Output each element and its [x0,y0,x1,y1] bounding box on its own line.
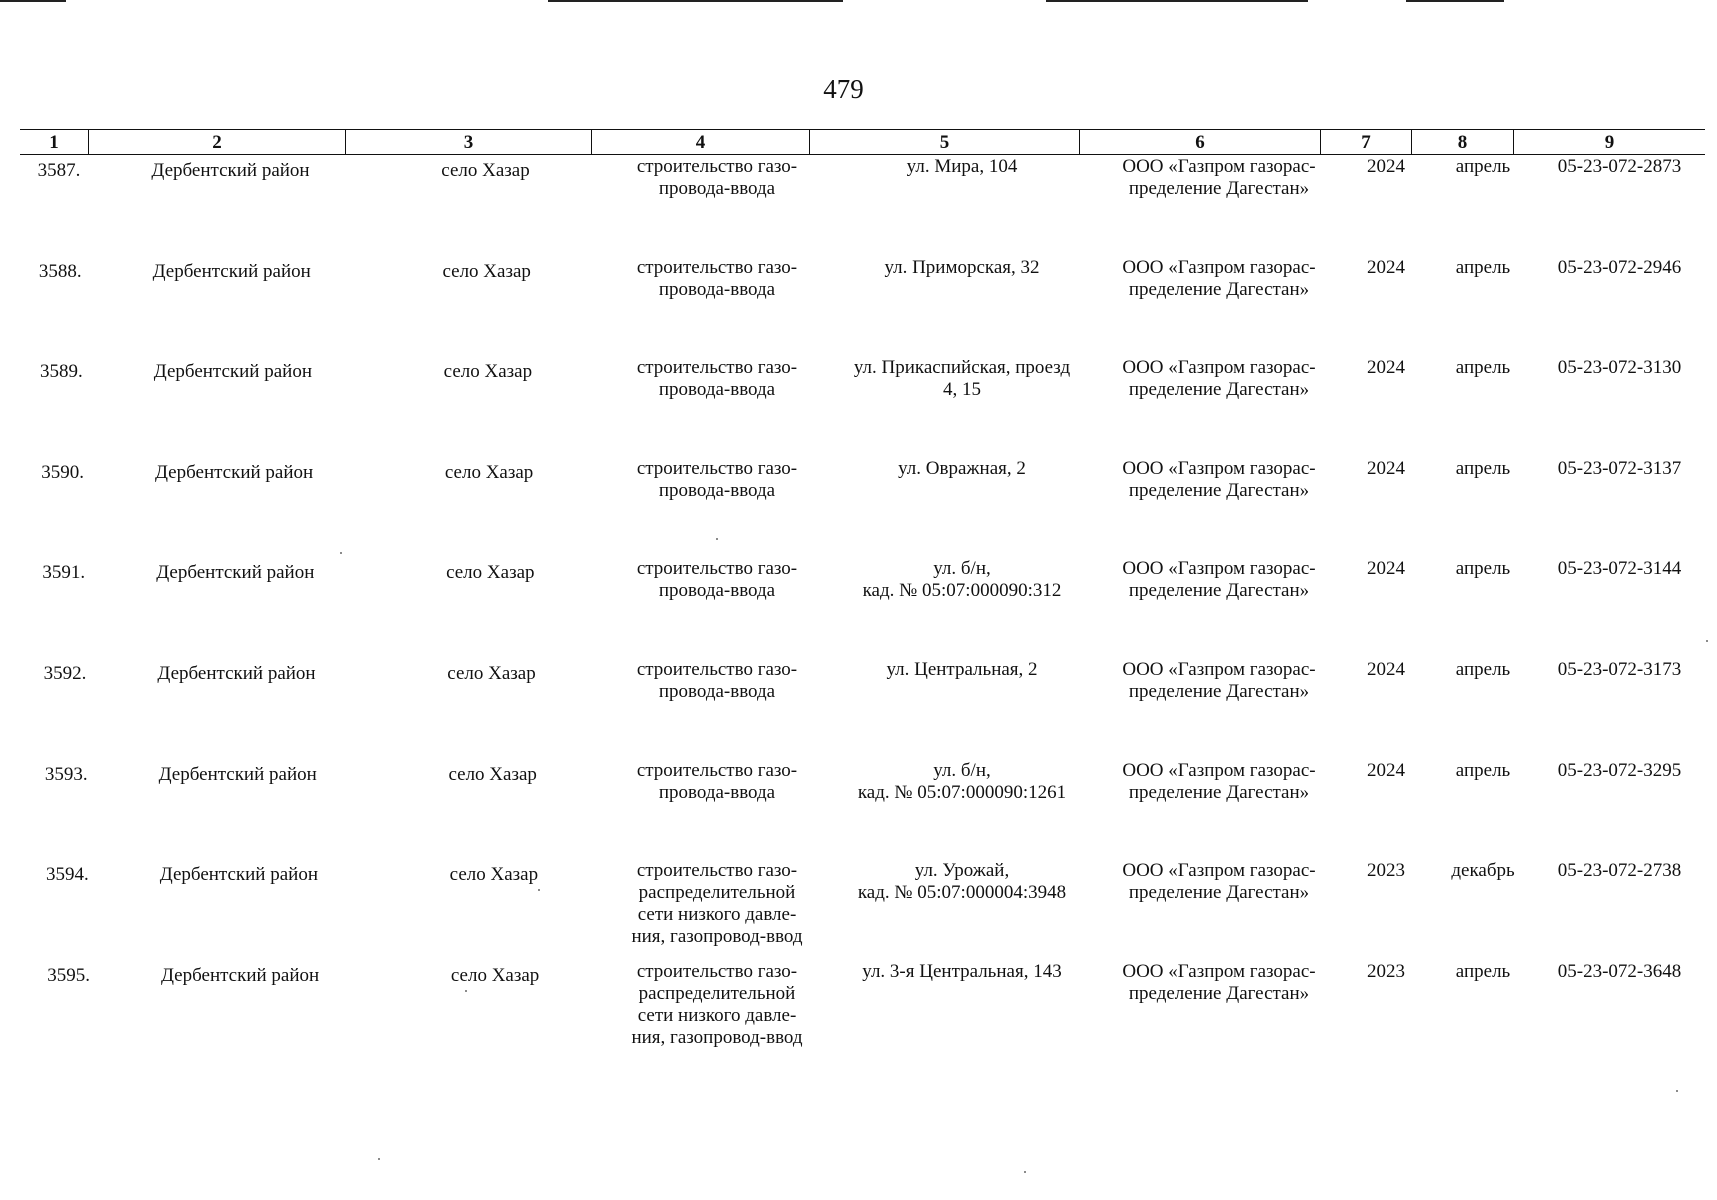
month-cell: апрель [1455,357,1511,379]
organization-cell-line: пределение Дагестан» [1128,379,1310,401]
address-cell [826,659,1098,681]
address-cell-line: 4, 15 [943,379,981,401]
work-cell-line: строительство газо- [636,256,798,278]
organization-cell-line: пределение Дагестан» [1128,580,1310,602]
district-cell: Дербентский район [156,562,315,584]
work-cell-line: сети низкого давле- [637,1004,797,1026]
organization-cell-line: пределение Дагестан» [1128,479,1310,501]
top-rule-2 [548,0,843,2]
organization-cell [1098,860,1340,904]
row-number: 3591. [42,562,86,584]
work-cell-line: строительство газо- [636,759,798,781]
district-cell: Дербентский район [157,663,316,684]
organization-cell [1098,257,1340,301]
organization-cell-line: ООО «Газпром газорас- [1122,357,1316,379]
work-cell-line: провода-ввода [658,379,776,401]
organization-cell-line: пределение Дагестан» [1128,982,1310,1004]
work-cell [608,760,826,804]
work-cell-line: строительство газо- [636,357,798,379]
scan-speck [378,1158,380,1160]
year-cell: 2024 [1367,256,1405,278]
organization-cell-line: ООО «Газпром газорас- [1122,860,1316,882]
settlement-cell: село Хазар [441,160,530,181]
address-cell-line: ул. Овражная, 2 [898,457,1026,479]
row-number: 3588. [38,260,82,282]
year-cell: 2024 [1367,357,1405,379]
row-number: 3594. [46,864,89,886]
address-cell [826,156,1098,178]
month-cell: апрель [1455,558,1511,580]
organization-cell-line: ООО «Газпром газорас- [1122,256,1316,278]
month-cell: апрель [1455,256,1511,278]
work-cell-line: провода-ввода [658,178,776,199]
address-cell [826,357,1098,401]
district-cell: Дербентский район [154,461,314,483]
organization-cell [1098,961,1340,1005]
scan-speck [716,538,718,540]
work-cell-line: строительство газо- [636,457,798,479]
year-cell: 2024 [1367,558,1405,580]
work-cell-line: ния, газопровод-ввод [631,926,803,948]
work-cell [608,961,826,1049]
header-cell: 2 [88,130,345,154]
top-rule-1 [0,0,66,2]
settlement-cell: село Хазар [442,260,531,282]
settlement-cell: село Хазар [450,964,540,986]
settlement-cell: село Хазар [449,864,539,886]
header-cell: 7 [1320,130,1411,154]
code-cell: 05-23-072-3648 [1557,960,1682,982]
code-cell: 05-23-072-3137 [1557,457,1682,479]
organization-cell [1098,659,1340,703]
organization-cell [1098,760,1340,804]
address-cell [826,458,1098,480]
work-cell [608,458,826,502]
top-rule-4 [1406,0,1504,2]
work-cell-line: распределительной [638,982,796,1004]
district-cell: Дербентский район [158,763,317,785]
address-cell [826,558,1098,602]
address-cell-line: ул. Центральная, 2 [886,659,1038,680]
work-cell-line: провода-ввода [658,479,776,501]
year-cell: 2024 [1367,156,1405,177]
code-cell: 05-23-072-2738 [1557,860,1682,882]
year-cell: 2024 [1367,457,1405,479]
work-cell-line: провода-ввода [658,781,776,803]
organization-cell [1098,357,1340,401]
work-cell-line: сети низкого давле- [637,904,797,926]
settlement-cell: село Хазар [448,763,537,785]
month-cell: апрель [1455,960,1511,982]
scan-speck [1676,1090,1678,1092]
header-cell: 8 [1411,130,1513,154]
address-cell [826,961,1098,983]
code-cell: 05-23-072-3173 [1557,659,1682,680]
work-cell [608,659,826,703]
work-cell-line: ния, газопровод-ввод [631,1026,803,1048]
row-number: 3589. [40,361,83,383]
scan-speck [1024,1171,1026,1173]
header-cell: 3 [345,130,591,154]
work-cell-line: провода-ввода [658,580,776,602]
year-cell: 2024 [1367,759,1405,781]
address-cell [826,257,1098,279]
year-cell: 2024 [1367,659,1405,680]
header-cell: 5 [809,130,1079,154]
organization-cell [1098,156,1340,200]
work-cell [608,257,826,301]
organization-cell-line: ООО «Газпром газорас- [1122,457,1316,479]
settlement-cell: село Хазар [446,562,535,584]
month-cell: апрель [1455,659,1511,680]
work-cell [608,156,826,200]
top-rule-3 [1046,0,1308,2]
month-cell: апрель [1455,759,1511,781]
code-cell: 05-23-072-2946 [1557,256,1682,278]
row-number: 3592. [43,663,87,684]
address-cell-line: кад. № 05:07:000090:1261 [857,781,1067,803]
organization-cell-line: ООО «Газпром газорас- [1122,659,1316,680]
header-cell: 4 [591,130,809,154]
address-cell-line: ул. б/н, [933,759,991,781]
address-cell-line: кад. № 05:07:000090:312 [862,580,1062,602]
district-cell: Дербентский район [151,160,310,181]
month-cell: апрель [1455,457,1511,479]
year-cell: 2023 [1367,860,1405,882]
settlement-cell: село Хазар [443,361,533,383]
scan-speck [465,990,467,992]
organization-cell-line: пределение Дагестан» [1128,178,1310,199]
address-cell [826,760,1098,804]
row-number: 3587. [37,160,81,181]
organization-cell-line: пределение Дагестан» [1128,882,1310,904]
address-cell-line: кад. № 05:07:000004:3948 [857,882,1067,904]
work-cell-line: провода-ввода [658,681,776,702]
code-cell: 05-23-072-3295 [1557,759,1682,781]
district-cell: Дербентский район [159,864,318,886]
work-cell [608,357,826,401]
organization-cell-line: пределение Дагестан» [1128,278,1310,300]
work-cell-line: строительство газо- [636,860,798,882]
month-cell: декабрь [1451,860,1515,882]
address-cell-line: ул. 3-я Центральная, 143 [862,960,1062,982]
row-number: 3593. [44,763,88,785]
address-cell-line: ул. Мира, 104 [906,156,1018,177]
address-cell-line: ул. б/н, [933,558,991,580]
settlement-cell: село Хазар [444,461,534,483]
year-cell: 2023 [1367,960,1405,982]
page-number: 479 [823,74,864,104]
district-cell: Дербентский район [153,361,312,383]
work-cell-line: строительство газо- [636,960,798,982]
work-cell-line: распределительной [638,882,796,904]
work-cell-line: строительство газо- [636,558,798,580]
work-cell [608,860,826,948]
organization-cell [1098,458,1340,502]
address-cell-line: ул. Урожай, [914,860,1010,882]
code-cell: 05-23-072-3130 [1557,357,1682,379]
row-number: 3590. [41,461,84,483]
district-cell: Дербентский район [152,260,311,282]
organization-cell [1098,558,1340,602]
work-cell-line: строительство газо- [636,659,798,680]
scan-speck [340,552,342,554]
address-cell [826,860,1098,904]
organization-cell-line: пределение Дагестан» [1128,681,1310,702]
table-header [20,129,1705,155]
settlement-cell: село Хазар [447,663,536,684]
district-cell: Дербентский район [160,964,320,986]
organization-cell-line: ООО «Газпром газорас- [1122,156,1316,177]
month-cell: апрель [1455,156,1511,177]
organization-cell-line: пределение Дагестан» [1128,781,1310,803]
organization-cell-line: ООО «Газпром газорас- [1122,759,1316,781]
work-cell-line: строительство газо- [636,156,798,177]
address-cell-line: ул. Приморская, 32 [884,256,1040,278]
code-cell: 05-23-072-3144 [1557,558,1682,580]
address-cell-line: ул. Прикаспийская, проезд [853,357,1071,379]
organization-cell-line: ООО «Газпром газорас- [1122,558,1316,580]
header-cell: 6 [1079,130,1320,154]
header-cell: 9 [1513,130,1705,154]
work-cell-line: провода-ввода [658,278,776,300]
header-cell: 1 [49,132,59,153]
organization-cell-line: ООО «Газпром газорас- [1122,960,1316,982]
code-cell: 05-23-072-2873 [1557,156,1682,177]
scan-speck [538,889,540,891]
scan-speck [1706,640,1708,642]
work-cell [608,558,826,602]
row-number: 3595. [47,964,90,986]
